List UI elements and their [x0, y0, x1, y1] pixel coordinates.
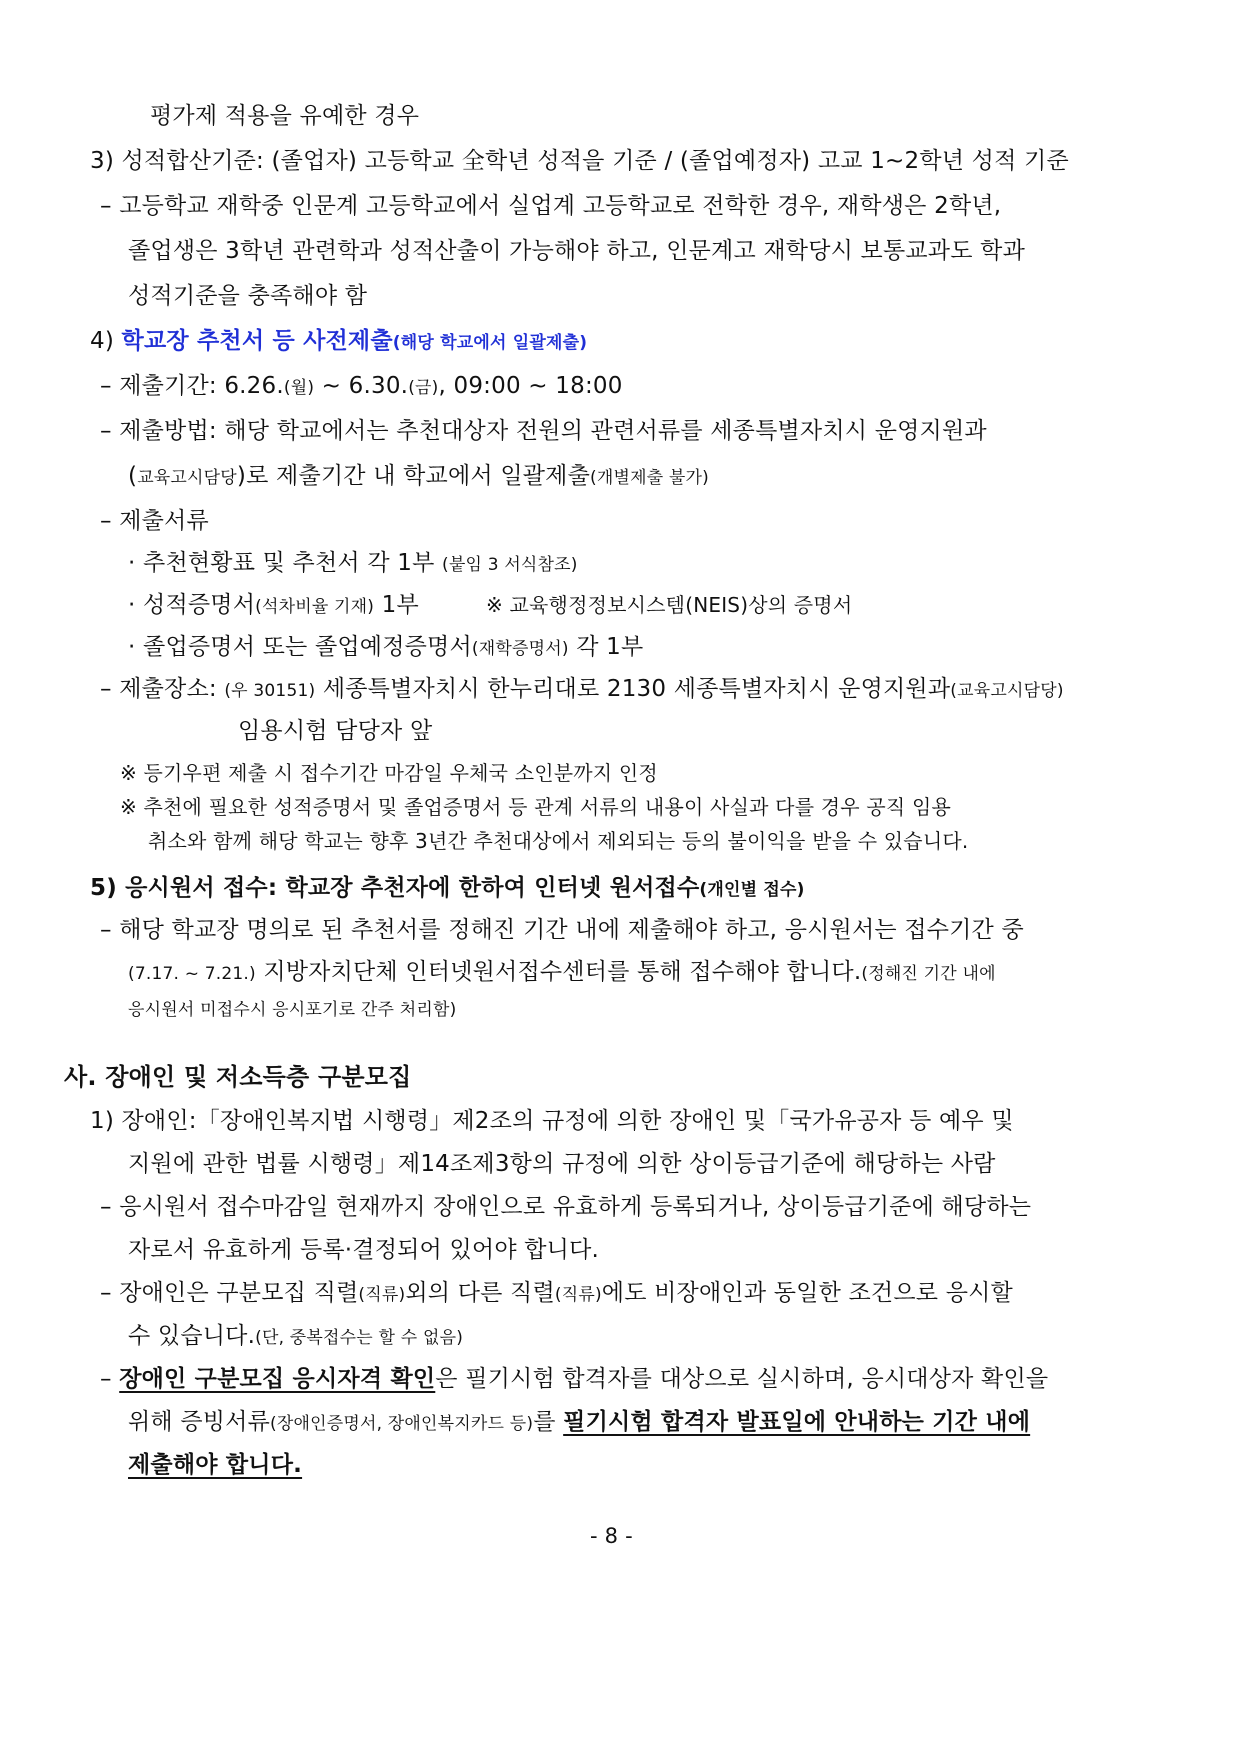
text-span: (우 30151) [224, 681, 316, 701]
text-span: )로 제출기간 내 학교에서 일괄제출 [236, 463, 590, 489]
text-line [100, 1278, 1013, 1310]
underlined-text: 제출해야 합니다. [128, 1452, 303, 1478]
text-span: 수 있습니다. [128, 1323, 256, 1349]
text-line: 1) 장애인:「장애인복지법 시행령」제2조의 규정에 의한 장애인 및「국가유공자 등 예우 및 [90, 1108, 1014, 1134]
text-span: (금) [408, 378, 439, 398]
text-span: ~ 6.30. [314, 373, 409, 399]
text-span: (개별제출 불가) [590, 468, 710, 488]
section-heading-5 [90, 873, 805, 905]
note: ※ 등기우편 제출 시 접수기간 마감일 우체국 소인분까지 인정 [120, 761, 658, 785]
note: ※ 추천에 필요한 성적증명서 및 졸업증명서 등 관계 서류의 내용이 사실과 다를 경우 공직 임용 [120, 795, 952, 819]
text-span: (직류) [358, 1285, 406, 1305]
text-line: 응시원서 미접수시 응시포기로 간주 처리함) [128, 1000, 457, 1020]
text-span: 지방자치단체 인터넷원서접수센터를 통해 접수해야 합니다. [255, 959, 862, 985]
text-span: (단, 중복접수는 할 수 없음) [255, 1328, 464, 1348]
text-span: (교육고시담당) [950, 681, 1064, 701]
text-line: 평가제 적용을 유예한 경우 [150, 103, 420, 129]
note: ※ 교육행정정보시스템(NEIS)상의 증명서 [486, 593, 853, 617]
text-line [128, 957, 996, 989]
text-span: ( [128, 463, 138, 489]
text-line: 지원에 관한 법률 시행령」제14조제3항의 규정에 의한 상이등급기준에 해당하는 사람 [128, 1151, 996, 1177]
heading-number: 4) [90, 328, 122, 354]
text-line [100, 1364, 1048, 1394]
text-span: (개인별 접수) [699, 880, 805, 900]
text-line: 성적기준을 충족해야 함 [128, 283, 368, 309]
text-span: – 제출기간: 6.26. [100, 373, 284, 399]
underlined-text: 장애인 구분모집 응시자격 확인 [119, 1366, 436, 1392]
text-span: · 졸업증명서 또는 졸업예정증명서 [128, 634, 472, 660]
section-title: 사. 장애인 및 저소득층 구분모집 [64, 1063, 412, 1091]
text-span: (월) [283, 378, 315, 398]
text-span: – 제출장소: [100, 676, 225, 702]
text-line: – 제출방법: 해당 학교에서는 추천대상자 전원의 관련서류를 세종특별자치시 운영지원과 [100, 418, 987, 444]
text-span: (정해진 기간 내에 [861, 964, 996, 984]
text-span: (장애인증명서, 장애인복지카드 등) [270, 1414, 534, 1434]
text-span: 교육고시담당 [137, 468, 237, 488]
text-span: 에도 비장애인과 동일한 조건으로 응시할 [601, 1280, 1013, 1306]
text-span: 위해 증빙서류 [128, 1409, 271, 1435]
text-span: 를 [533, 1409, 564, 1435]
text-line: 졸업생은 3학년 관련학과 성적산출이 가능해야 하고, 인문계고 재학당시 보통교과도 학과 [128, 238, 1025, 264]
text-line: 임용시험 담당자 앞 [238, 718, 433, 744]
underlined-text: 필기시험 합격자 발표일에 안내하는 기간 내에 [563, 1409, 1031, 1435]
text-span: (7.17. ~ 7.21.) [128, 964, 256, 984]
text-span: 은 필기시험 합격자를 대상으로 실시하며, 응시대상자 확인을 [435, 1366, 1049, 1392]
text-line [128, 1321, 463, 1353]
text-line [100, 371, 623, 403]
text-span: 각 1부 [568, 634, 644, 660]
text-span: (직류) [554, 1285, 602, 1305]
text-span: 세종특별자치시 한누리대로 2130 세종특별자치시 운영지원과 [315, 676, 951, 702]
text-span: (석차비율 기재) [255, 597, 375, 617]
text-span: 외의 다른 직렬 [405, 1280, 555, 1306]
text-line: 3) 성적합산기준: (졸업자) 고등학교 全학년 성적을 기준 / (졸업예정자) 고교 1~2학년 성적 기준 [90, 148, 1069, 174]
text-line: – 제출서류 [100, 508, 209, 534]
list-item [128, 590, 419, 622]
text-span: (붙임 3 서식참조) [442, 555, 578, 575]
text-line [100, 674, 1064, 706]
text-span: – [100, 1366, 120, 1392]
text-span: (재학증명서) [471, 639, 569, 659]
text-line: – 고등학교 재학중 인문계 고등학교에서 실업계 고등학교로 전학한 경우, 재학생은 2학년, [100, 193, 1002, 219]
text-line: 자로서 유효하게 등록·결정되어 있어야 합니다. [128, 1237, 600, 1263]
list-item [128, 548, 578, 580]
note: 취소와 함께 해당 학교는 향후 3년간 추천대상에서 제외되는 등의 불이익을 받을 수 있습니다. [148, 829, 969, 853]
section-heading-4 [90, 326, 587, 358]
heading-note: (해당 학교에서 일괄제출) [392, 333, 588, 353]
text-span: , 09:00 ~ 18:00 [438, 373, 623, 399]
text-span: · 성적증명서 [128, 592, 256, 618]
list-item [128, 632, 643, 664]
text-span: 1부 [374, 592, 419, 618]
text-line [128, 461, 709, 493]
page-number: - 8 - [590, 1524, 633, 1548]
text-line [128, 1407, 1030, 1439]
text-line: – 응시원서 접수마감일 현재까지 장애인으로 유효하게 등록되거나, 상이등급기준에 해당하는 [100, 1194, 1032, 1220]
text-span: – 장애인은 구분모집 직렬 [100, 1280, 359, 1306]
text-span: 5) 응시원서 접수: 학교장 추천자에 한하여 인터넷 원서접수 [90, 875, 700, 901]
heading-title: 학교장 추천서 등 사전제출 [121, 328, 393, 354]
text-line: – 해당 학교장 명의로 된 추천서를 정해진 기간 내에 제출해야 하고, 응시원서는 접수기간 중 [100, 917, 1024, 943]
text-span: · 추천현황표 및 추천서 각 1부 [128, 550, 443, 576]
